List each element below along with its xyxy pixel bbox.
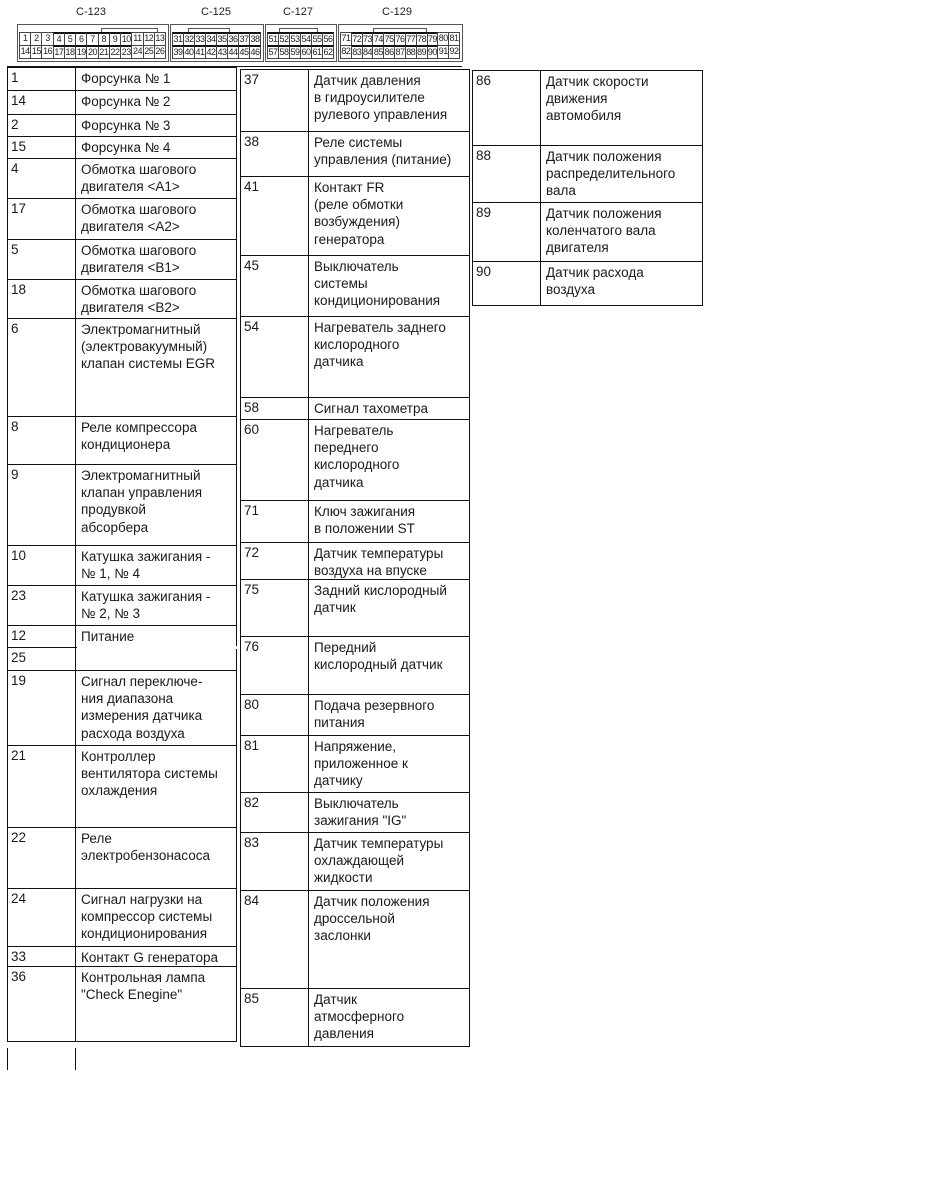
connector-pin: 35 — [217, 34, 227, 44]
connector-pin: 51 — [268, 34, 278, 44]
pin-number: 58 — [244, 400, 260, 415]
connector-pin: 54 — [301, 34, 311, 44]
pin-description: Форсунка № 2 — [81, 94, 171, 109]
pin-number: 1 — [11, 70, 19, 85]
pinout-row — [240, 792, 470, 832]
connector-pin: 25 — [143, 45, 155, 59]
pinout-row — [7, 647, 237, 670]
pinout-row — [7, 888, 237, 946]
pin-number: 71 — [244, 503, 260, 518]
pin-number: 4 — [11, 161, 19, 176]
pin-number: 86 — [476, 73, 492, 88]
connector-pin: 78 — [417, 34, 427, 44]
connector-pin: 16 — [41, 45, 53, 59]
connector-c127 — [265, 24, 337, 62]
pinout-row — [240, 542, 470, 579]
pin-description: Датчик давления в гидроусилителе рулевого управления — [314, 73, 448, 123]
pin-number: 8 — [11, 419, 19, 434]
connector-pin: 5 — [64, 32, 76, 46]
pin-number: 5 — [11, 242, 19, 257]
pin-description: Задний кислородный датчик — [314, 583, 447, 616]
pin-number: 89 — [476, 205, 492, 220]
pinout-row — [240, 176, 470, 255]
pin-description: Контакт G генератора — [81, 950, 218, 965]
pin-number: 2 — [11, 117, 19, 132]
pinout-row — [7, 67, 237, 90]
pin-number: 83 — [244, 835, 260, 850]
connector-pin: 90 — [427, 47, 437, 57]
pinout-row — [240, 419, 470, 500]
connector-pin: 21 — [99, 47, 109, 57]
connector-c125 — [170, 24, 264, 62]
merged-cell — [77, 646, 237, 649]
connector-pin: 92 — [448, 45, 460, 59]
pinout-row — [7, 966, 237, 1041]
pin-number: 85 — [244, 991, 260, 1006]
pin-description: Реле системы управления (питание) — [314, 135, 452, 168]
pin-description: Обмотка шагового двигателя <B1> — [81, 243, 197, 276]
table-border — [469, 69, 470, 1046]
pinout-row — [7, 946, 237, 966]
pin-number: 60 — [244, 422, 260, 437]
pin-description: Датчик положения дроссельной заслонки — [314, 894, 430, 944]
pin-number: 41 — [244, 179, 260, 194]
connector-pin: 2 — [30, 32, 42, 46]
pin-number: 36 — [11, 969, 27, 984]
pinout-row — [7, 239, 237, 279]
pinout-row — [240, 988, 470, 1046]
pin-description: Катушка зажигания - № 2, № 3 — [81, 589, 211, 622]
connector-pin: 11 — [131, 32, 143, 46]
connector-c123 — [17, 24, 169, 62]
pin-description: Сигнал нагрузки на компрессор системы кондиционирования — [81, 892, 213, 942]
connector-pin: 61 — [312, 47, 322, 57]
connector-label-c127: C-127 — [283, 6, 313, 18]
pin-description: Датчик положения коленчатого вала двигателя — [546, 206, 662, 256]
pin-number: 33 — [11, 949, 27, 964]
connector-pin: 58 — [279, 47, 289, 57]
column-divider — [540, 70, 541, 305]
pin-description: Нагреватель заднего кислородного датчика — [314, 320, 446, 370]
connector-pin: 73 — [363, 34, 373, 44]
connector-pin: 38 — [250, 34, 260, 44]
pinout-row — [7, 114, 237, 136]
connector-pin: 71 — [340, 32, 352, 46]
connector-pin: 17 — [54, 47, 64, 57]
pinout-row — [240, 694, 470, 735]
connector-pin: 45 — [239, 47, 249, 57]
pinout-row — [240, 735, 470, 792]
pin-description: Электромагнитный клапан управления продувкой абсорбера — [81, 468, 203, 535]
connector-pin: 36 — [228, 34, 238, 44]
pinout-row — [7, 670, 237, 745]
connector-pin: 37 — [239, 34, 249, 44]
pin-number: 80 — [244, 697, 260, 712]
column-divider — [75, 67, 76, 1041]
pin-description: Выключатель системы кондиционирования — [314, 259, 441, 309]
pin-number: 90 — [476, 264, 492, 279]
connector-pin: 83 — [352, 47, 362, 57]
pin-number: 37 — [244, 72, 260, 87]
pinout-row — [240, 69, 470, 131]
pin-description: Контрольная лампа "Check Enegine" — [81, 970, 206, 1003]
connector-pin: 4 — [53, 32, 65, 46]
connector-pin: 23 — [121, 47, 131, 57]
pin-number: 6 — [11, 321, 19, 336]
connector-c129 — [338, 24, 463, 62]
pinout-row — [7, 625, 237, 647]
connector-pin: 15 — [30, 45, 42, 59]
connector-pin: 9 — [109, 32, 121, 46]
pinout-row — [240, 890, 470, 988]
connector-pin: 60 — [301, 47, 311, 57]
pinout-row — [7, 318, 237, 416]
pinout-column-3 — [472, 70, 703, 305]
pin-description: Датчик атмосферного давления — [314, 992, 405, 1042]
connector-pin: 44 — [228, 47, 238, 57]
pinout-column-2 — [240, 69, 470, 1046]
connector-pin: 22 — [110, 47, 120, 57]
pin-number: 23 — [11, 588, 27, 603]
connector-pin: 89 — [417, 47, 427, 57]
pinout-row — [7, 136, 237, 158]
pin-description: Датчик расхода воздуха — [546, 265, 644, 298]
connector-pin: 76 — [395, 34, 405, 44]
connector-pin: 53 — [290, 34, 300, 44]
pinout-row — [240, 255, 470, 316]
pin-number: 24 — [11, 891, 27, 906]
connector-pin: 77 — [406, 34, 416, 44]
pin-number: 72 — [244, 545, 260, 560]
connector-pin: 3 — [41, 32, 53, 46]
table-bottom-border — [240, 1046, 470, 1047]
pin-number: 15 — [11, 139, 27, 154]
pinout-row — [240, 500, 470, 542]
pin-number: 21 — [11, 748, 27, 763]
pin-number: 45 — [244, 258, 260, 273]
pin-description: Форсунка № 4 — [81, 140, 171, 155]
connector-pin: 52 — [279, 34, 289, 44]
connector-pin: 81 — [448, 32, 460, 46]
pinout-row — [7, 158, 237, 198]
pinout-row — [240, 131, 470, 176]
pin-number: 75 — [244, 582, 260, 597]
connector-label-c129: C-129 — [382, 6, 412, 18]
connector-pin: 84 — [363, 47, 373, 57]
pin-description: Передний кислородный датчик — [314, 640, 443, 673]
pin-description: Датчик скорости движения автомобиля — [546, 74, 649, 124]
connector-pin: 79 — [427, 34, 437, 44]
pin-description: Катушка зажигания - № 1, № 4 — [81, 549, 211, 582]
pin-description: Обмотка шагового двигателя <A2> — [81, 202, 197, 235]
connector-pin: 56 — [323, 34, 333, 44]
connector-pin: 24 — [131, 45, 143, 59]
pin-description: Обмотка шагового двигателя <B2> — [81, 283, 197, 316]
pin-description: Электромагнитный (электровакуумный) клапан системы EGR — [81, 322, 216, 372]
pin-description: Обмотка шагового двигателя <A1> — [81, 162, 197, 195]
pinout-row — [7, 90, 237, 114]
connector-pin: 55 — [312, 34, 322, 44]
connector-pin: 80 — [437, 32, 449, 46]
pin-description: Форсунка № 1 — [81, 71, 171, 86]
pin-number: 54 — [244, 319, 260, 334]
pinout-row — [472, 145, 703, 202]
pin-description: Питание — [81, 629, 135, 644]
connector-pin: 10 — [121, 34, 131, 44]
table-border — [240, 69, 241, 1046]
table-border-stub — [75, 1048, 76, 1070]
connector-pin: 57 — [268, 47, 278, 57]
connector-pin: 20 — [88, 47, 98, 57]
connector-pin: 26 — [154, 45, 166, 59]
connector-pin: 14 — [19, 45, 31, 59]
table-border — [472, 70, 473, 305]
connector-pin: 87 — [395, 47, 405, 57]
table-bottom-border — [472, 305, 703, 306]
pinout-row — [240, 636, 470, 694]
pin-description: Датчик температуры охлаждающей жидкости — [314, 836, 444, 886]
pinout-row — [7, 545, 237, 585]
connector-pin: 40 — [184, 47, 194, 57]
connector-pin: 8 — [98, 32, 110, 46]
connector-pin: 82 — [340, 45, 352, 59]
pin-description: Напряжение, приложенное к датчику — [314, 739, 408, 789]
pin-description: Контроллер вентилятора системы охлаждения — [81, 749, 218, 799]
pin-description: Сигнал тахометра — [314, 401, 428, 416]
connector-pin: 34 — [206, 34, 216, 44]
connector-pin: 19 — [76, 47, 86, 57]
table-border — [236, 67, 237, 1041]
table-bottom-border — [7, 1041, 237, 1042]
connector-pin: 31 — [173, 34, 183, 44]
pin-description: Сигнал переключе- ния диапазона измерения датчика расхода воздуха — [81, 674, 203, 741]
pin-number: 17 — [11, 201, 27, 216]
pin-number: 81 — [244, 738, 260, 753]
pin-number: 14 — [11, 93, 27, 108]
connector-pin: 86 — [384, 47, 394, 57]
pinout-row — [472, 202, 703, 261]
connector-pin: 13 — [154, 32, 166, 46]
pin-number: 9 — [11, 467, 19, 482]
connector-pin: 88 — [406, 47, 416, 57]
pinout-row — [472, 261, 703, 305]
pin-number: 12 — [11, 628, 27, 643]
table-border — [7, 67, 8, 1041]
pinout-row — [240, 397, 470, 419]
connector-pin: 41 — [195, 47, 205, 57]
connector-pin: 62 — [323, 47, 333, 57]
connector-pin: 74 — [373, 34, 383, 44]
pin-description: Датчик температуры воздуха на впуске — [314, 546, 444, 579]
connector-pin: 72 — [352, 34, 362, 44]
pin-number: 82 — [244, 795, 260, 810]
pin-description: Контакт FR (реле обмотки возбуждения) генератора — [314, 180, 404, 247]
pin-description: Форсунка № 3 — [81, 118, 171, 133]
pinout-row — [472, 70, 703, 145]
connector-pin: 33 — [195, 34, 205, 44]
pinout-row — [240, 832, 470, 890]
connector-pin: 7 — [86, 32, 98, 46]
connector-pin: 91 — [437, 45, 449, 59]
pinout-row — [7, 827, 237, 888]
connector-pin: 1 — [19, 32, 31, 46]
pinout-row — [7, 279, 237, 318]
pinout-row — [7, 416, 237, 464]
pin-number: 25 — [11, 650, 27, 665]
connector-pin: 18 — [65, 47, 75, 57]
pin-description: Нагреватель переднего кислородного датчика — [314, 423, 400, 490]
pin-description: Реле компрессора кондиционера — [81, 420, 197, 453]
connector-label-c123: C-123 — [76, 6, 106, 18]
pin-description: Ключ зажигания в положении ST — [314, 504, 416, 537]
pin-description: Реле электробензонасоса — [81, 831, 210, 864]
column-divider — [308, 69, 309, 1046]
pin-description: Датчик положения распределительного вала — [546, 149, 676, 199]
connector-pin: 32 — [184, 34, 194, 44]
pinout-row — [7, 745, 237, 827]
pin-number: 22 — [11, 830, 27, 845]
pin-description: Выключатель зажигания "IG" — [314, 796, 407, 829]
connector-pin: 46 — [250, 47, 260, 57]
pin-number: 76 — [244, 639, 260, 654]
connector-pin: 39 — [173, 47, 183, 57]
pin-number: 19 — [11, 673, 27, 688]
pin-number: 88 — [476, 148, 492, 163]
connector-pin: 42 — [206, 47, 216, 57]
connector-pin: 12 — [143, 32, 155, 46]
pin-number: 38 — [244, 134, 260, 149]
table-border-stub — [7, 1048, 8, 1070]
pinout-column-1 — [7, 67, 237, 1070]
pin-number: 84 — [244, 893, 260, 908]
pin-description: Подача резервного питания — [314, 698, 435, 731]
pinout-row — [240, 316, 470, 397]
connector-pin: 75 — [384, 34, 394, 44]
pinout-row — [240, 579, 470, 636]
connector-label-c125: C-125 — [201, 6, 231, 18]
connector-pin: 85 — [373, 47, 383, 57]
connector-pin: 43 — [217, 47, 227, 57]
pin-number: 10 — [11, 548, 27, 563]
connector-pin: 6 — [75, 32, 87, 46]
pinout-row — [7, 585, 237, 625]
pinout-row — [7, 464, 237, 545]
pin-number: 18 — [11, 282, 27, 297]
connector-pin: 59 — [290, 47, 300, 57]
table-border — [702, 70, 703, 305]
pinout-row — [7, 198, 237, 239]
